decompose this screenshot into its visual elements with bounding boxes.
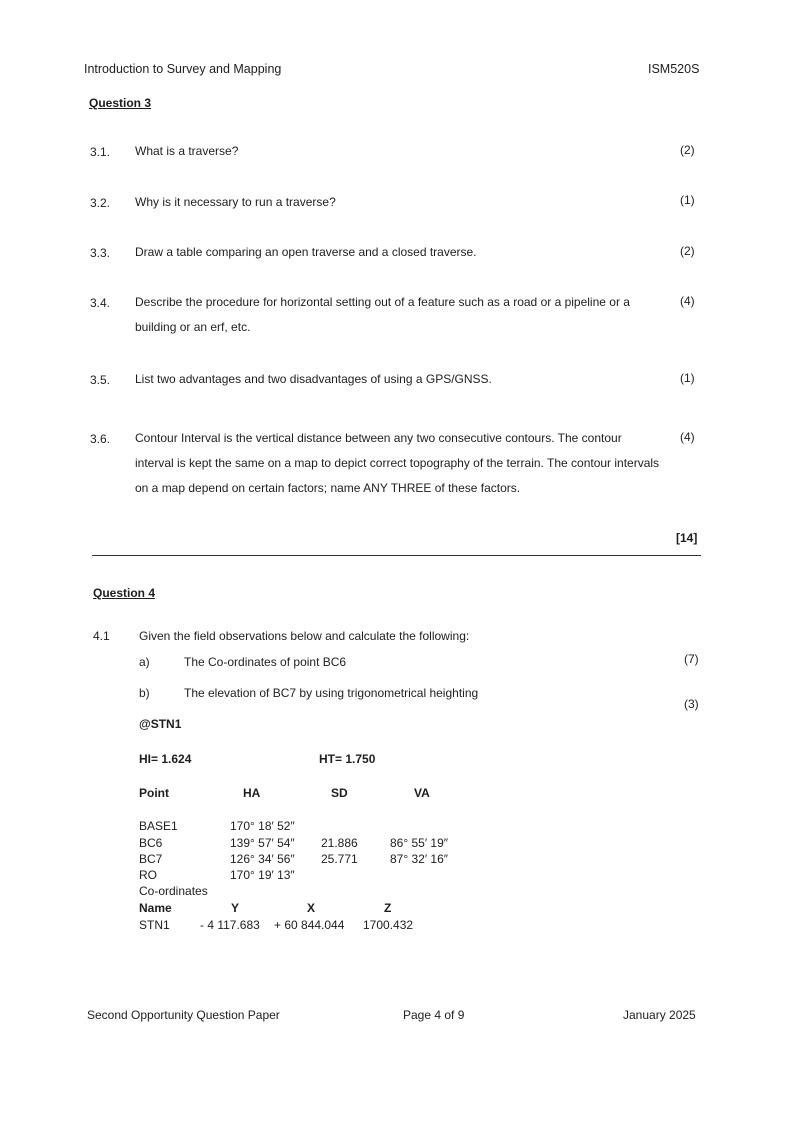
cell-ha: 170° 18′ 52″ <box>230 819 295 833</box>
item-number: 3.4. <box>90 296 111 310</box>
question-4-title: Question 4 <box>93 586 156 600</box>
course-title: Introduction to Survey and Mapping <box>84 62 282 76</box>
question-3-title: Question 3 <box>89 96 152 110</box>
instrument-height: HI= 1.624 <box>139 752 192 766</box>
cell-x: + 60 844.044 <box>274 918 345 932</box>
item-marks: (1) <box>680 371 695 385</box>
item-number: 3.2. <box>90 196 111 210</box>
item-number: 3.3. <box>90 246 111 260</box>
part-marks: (7) <box>684 652 699 666</box>
part-text: The Co-ordinates of point BC6 <box>184 655 347 669</box>
cell-va: 87° 32′ 16″ <box>390 852 449 866</box>
item-text: What is a traverse? <box>135 144 239 158</box>
col-header-ha: HA <box>243 786 261 800</box>
cell-point: BASE1 <box>139 819 178 833</box>
cell-ha: 126° 34′ 56″ <box>230 852 295 866</box>
course-code: ISM520S <box>648 62 700 76</box>
part-text: The elevation of BC7 by using trigonometrical heighting <box>184 686 479 700</box>
cell-y: - 4 117.683 <box>200 918 260 932</box>
item-marks: (1) <box>680 193 695 207</box>
cell-point: RO <box>139 868 157 882</box>
item-text: List two advantages and two disadvantages of using a GPS/GNSS. <box>135 372 492 386</box>
col-header-point: Point <box>139 786 169 800</box>
section-divider <box>92 555 701 556</box>
cell-ha: 170° 19′ 13″ <box>230 868 295 882</box>
item-number: 3.6. <box>90 432 111 446</box>
cell-point: BC6 <box>139 836 163 850</box>
coordinates-label: Co-ordinates <box>139 884 208 898</box>
item-number: 3.5. <box>90 373 111 387</box>
col-header-z: Z <box>384 901 392 915</box>
item-marks: (2) <box>680 244 695 258</box>
item-marks: (4) <box>680 430 695 444</box>
item-text: Describe the procedure for horizontal setting out of a feature such as a road or a pipeline or a building or an erf, etc. <box>135 295 630 334</box>
cell-va: 86° 55′ 19″ <box>390 836 449 850</box>
footer-paper-type: Second Opportunity Question Paper <box>87 1008 280 1022</box>
cell-ha: 139° 57′ 54″ <box>230 836 295 850</box>
cell-name: STN1 <box>139 918 170 932</box>
footer-page-number: Page 4 of 9 <box>403 1008 465 1022</box>
question-3-total: [14] <box>676 531 698 545</box>
part-label: a) <box>139 655 150 669</box>
col-header-y: Y <box>231 901 240 915</box>
cell-point: BC7 <box>139 852 163 866</box>
footer-date: January 2025 <box>623 1008 696 1022</box>
col-header-name: Name <box>139 901 172 915</box>
cell-sd: 25.771 <box>321 852 358 866</box>
cell-z: 1700.432 <box>363 918 414 932</box>
item-number: 3.1. <box>90 145 111 159</box>
col-header-sd: SD <box>331 786 348 800</box>
item-text: Contour Interval is the vertical distance between any two consecutive contours. The contour interval is kept the same on a map to depict correct topography of the terrain. The contour intervals on a map depend on certain factors; name ANY THREE of these factors. <box>135 431 660 495</box>
item-marks: (2) <box>680 143 695 157</box>
item-text: Draw a table comparing an open traverse and a closed traverse. <box>135 245 477 259</box>
question-4-1-number: 4.1 <box>93 629 110 643</box>
col-header-va: VA <box>414 786 430 800</box>
station-label: @STN1 <box>139 717 182 731</box>
part-label: b) <box>139 686 150 700</box>
cell-sd: 21.886 <box>321 836 358 850</box>
part-marks: (3) <box>684 697 699 711</box>
target-height: HT= 1.750 <box>319 752 376 766</box>
item-marks: (4) <box>680 294 695 308</box>
question-4-1-intro: Given the field observations below and calculate the following: <box>139 629 470 643</box>
col-header-x: X <box>307 901 316 915</box>
item-text: Why is it necessary to run a traverse? <box>135 195 336 209</box>
